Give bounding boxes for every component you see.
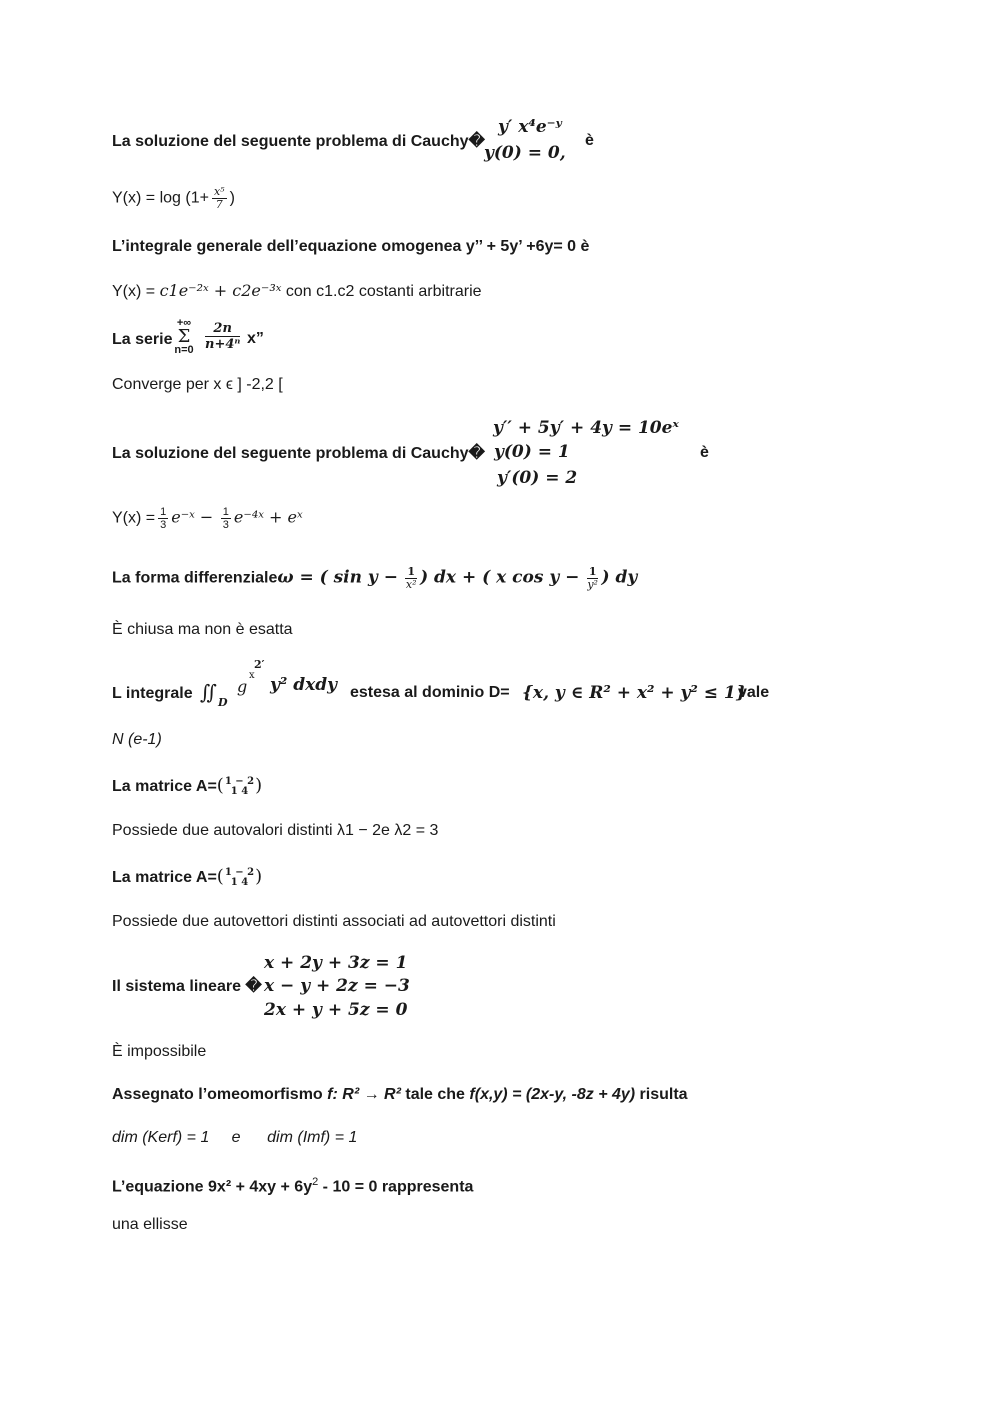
q9-label: Il sistema lineare �: [112, 978, 262, 995]
q4-eq-line3: y′(0) = 2: [497, 468, 578, 488]
q3-label: La serie: [112, 331, 173, 348]
q6-tail: vale: [738, 684, 770, 701]
q10-label-d: f(x,y) = (2x-y, -8z + 4y): [469, 1086, 636, 1103]
q3-frac-den: n+4ⁿ: [205, 337, 241, 352]
q2-answer-suffix: con c1.c2 costanti arbitrarie: [281, 283, 482, 300]
q7-matrix-row1: 1 − 2: [224, 775, 255, 787]
q7-line: La matrice A=( 1 − 2 1 4 ): [112, 775, 263, 797]
q4-answer-prefix: Y(x) =: [112, 509, 156, 527]
q2-label: L’integrale generale dell’equazione omogenea y’’ + 5y’ +6y= 0 è: [112, 238, 590, 255]
q3-answer: Converge per x ϵ ] -2,2 [: [112, 376, 283, 393]
q7-matrix: [225, 777, 254, 797]
q6-integral-sign: ∬: [200, 680, 218, 704]
q2-answer-math: c1e⁻²ˣ + c2e⁻³ˣ: [159, 281, 282, 300]
q3-term: x”: [247, 330, 264, 347]
q7-label: La matrice A=: [112, 778, 217, 795]
q4-frac2-den: 3: [222, 519, 229, 531]
q10-label-c: tale che: [400, 1086, 470, 1103]
q4-eq-line1: y′′ + 5y′ + 4y = 10eˣ: [493, 418, 679, 438]
q4-frac2: [221, 506, 231, 531]
q3-sum-bottom: n=0: [174, 344, 194, 356]
q5-frac1-den: x²: [405, 578, 417, 591]
q5-frac1: [405, 566, 417, 591]
q6-mid: estesa al dominio D=: [350, 684, 510, 701]
q5-frac2: [587, 566, 599, 591]
q5-frac2-den: y²: [587, 578, 598, 591]
q1-answer: [112, 186, 235, 211]
q3-fraction: [205, 321, 240, 352]
q5-label: La forma differenziale: [112, 569, 278, 587]
q4-answer: [112, 506, 303, 531]
q1-answer-num: x⁵: [213, 185, 225, 198]
q1-label: La soluzione del seguente problema di Cauchy�: [112, 133, 485, 150]
q1-answer-suffix: ): [229, 189, 235, 207]
q5-math2: ) dx + ( x cos y −: [420, 567, 580, 588]
q9-eq-line3: 2x + y + 5z = 0: [264, 1000, 408, 1020]
q5-answer: È chiusa ma non è esatta: [112, 621, 293, 638]
q10-label-a: Assegnato l’omeomorfismo: [112, 1086, 328, 1103]
q7-answer: Possiede due autovalori distinti λ1 − 2e λ2 = 3: [112, 822, 439, 839]
q4-frac1-num: 1: [160, 506, 167, 518]
q5-frac1-num: 1: [407, 565, 416, 578]
q6-exp: x: [249, 670, 255, 681]
q9-eq-line2: x − y + 2z = −3: [264, 976, 410, 996]
q11-answer: una ellisse: [112, 1216, 188, 1233]
q10-label-e: risulta: [635, 1086, 688, 1103]
q8-line: La matrice A=( 1 − 2 1 4 ): [112, 866, 263, 888]
q4-label: La soluzione del seguente problema di Cauchy�: [112, 445, 485, 462]
q6-g: g: [237, 677, 248, 696]
q2-answer: [112, 281, 482, 302]
q3-frac-num: 2n: [205, 321, 240, 337]
q4-term1: e⁻ˣ −: [171, 507, 214, 527]
q11-label: [112, 1172, 473, 1197]
q8-label: La matrice A=: [112, 869, 217, 886]
q8-matrix: [225, 868, 254, 888]
q1-eq-line1: y′ x⁴e⁻ʸ: [498, 117, 562, 137]
q5-math1: ω = ( sin y −: [277, 567, 398, 588]
q3-sum-top: +∞: [176, 317, 192, 329]
q5-math3: ) dy: [601, 567, 638, 588]
q5-frac2-num: 1: [588, 565, 597, 578]
q6-answer: N (e-1): [112, 731, 162, 748]
q7-matrix-row2: 1 4: [230, 785, 249, 797]
q1-eq-line2: y(0) = 0,: [484, 143, 566, 163]
q6-exp2: 2′: [254, 658, 265, 671]
q1-tail: è: [585, 132, 594, 149]
q11-label-sup: 2: [312, 1176, 319, 1188]
q6-label: L integrale: [112, 685, 193, 702]
q4-term2: e⁻⁴ˣ + eˣ: [233, 507, 303, 527]
q8-answer: Possiede due autovettori distinti associati ad autovettori distinti: [112, 913, 556, 930]
q11-label-start: L’equazione 9x² + 4xy + 6y: [112, 1178, 313, 1196]
q8-matrix-row1: 1 − 2: [224, 866, 255, 878]
q1-answer-den: 7: [215, 198, 223, 211]
q9-eq-line1: x + 2y + 3z = 1: [264, 953, 408, 973]
q11-label-end: - 10 = 0 rappresenta: [318, 1178, 474, 1196]
q6-integral-sub: D: [218, 696, 228, 709]
q6-term: y² dxdy: [270, 675, 338, 695]
q10-label-b: f: R² → R²: [327, 1086, 401, 1103]
q4-eq-line2: y(0) = 1: [494, 442, 570, 462]
q10-label: [112, 1085, 688, 1105]
q2-answer-prefix: Y(x) =: [112, 283, 160, 300]
q3-sum-symbol: Σ: [177, 326, 191, 347]
q1-answer-prefix: Y(x) = log (1+: [112, 189, 209, 207]
q3-sum: [170, 318, 198, 356]
q1-answer-fraction: [212, 186, 227, 211]
q4-tail: è: [700, 444, 709, 461]
q4-frac1-den: 3: [160, 519, 167, 531]
q4-frac1: [158, 506, 168, 531]
q6-domain: {x, y ∈ R² + x² + y² ≤ 1}: [522, 683, 747, 703]
q9-answer: È impossibile: [112, 1043, 207, 1060]
q5-line: [112, 566, 637, 591]
q4-frac2-num: 1: [222, 506, 229, 518]
q8-matrix-row2: 1 4: [230, 876, 249, 888]
q10-answer: dim (Kerf) = 1 e dim (Imf) = 1: [112, 1129, 358, 1146]
